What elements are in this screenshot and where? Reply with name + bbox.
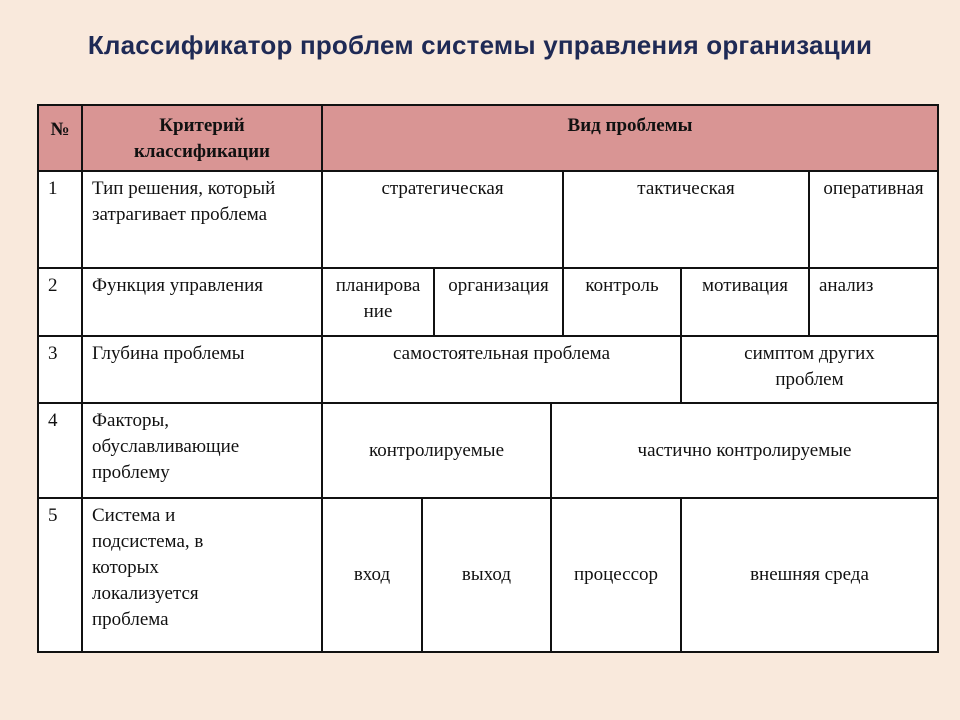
grid-v-right bbox=[937, 104, 939, 653]
row-2-value-2: организация bbox=[434, 268, 563, 336]
row-1-value-2: тактическая bbox=[563, 171, 809, 268]
slide-title: Классификатор проблем системы управления организации bbox=[87, 30, 873, 60]
row-1-criterion: Тип решения, который затрагивает проблема bbox=[82, 171, 322, 268]
row-4-value-1-text: контролируемые bbox=[368, 439, 505, 461]
row-5-value-4-text: внешняя среда bbox=[750, 564, 869, 585]
header-criterion: Критерий классификации bbox=[82, 105, 322, 171]
row-5-value-2-text: выход bbox=[461, 564, 512, 585]
grid-v-r2-b bbox=[562, 267, 564, 336]
grid-h-4 bbox=[37, 402, 939, 404]
row-5-value-1 bbox=[322, 498, 422, 652]
header-kind: Вид проблемы bbox=[322, 105, 938, 171]
grid-h-1 bbox=[37, 170, 939, 172]
row-1-value-3: оперативная bbox=[809, 171, 938, 268]
row-2-value-5: анализ bbox=[809, 268, 938, 336]
header-num: № bbox=[38, 105, 82, 171]
row-5-value-3-text: процессор bbox=[573, 564, 659, 585]
grid-v-criterion bbox=[321, 104, 323, 653]
grid-v-r5-c bbox=[680, 497, 682, 653]
row-4-num: 4 bbox=[38, 403, 82, 498]
row-4-value-1 bbox=[322, 403, 551, 498]
grid-v-num bbox=[81, 104, 83, 653]
row-2-value-3: контроль bbox=[563, 268, 681, 336]
grid-h-bottom bbox=[37, 651, 939, 653]
row-4-value-2 bbox=[551, 403, 938, 498]
row-4-value-2-text: частично контролируемые bbox=[637, 439, 852, 461]
row-5-value-2 bbox=[422, 498, 551, 652]
row-2-value-1: планирование bbox=[322, 268, 434, 336]
grid-v-r1-b bbox=[808, 170, 810, 268]
row-1-value-1: стратегическая bbox=[322, 171, 563, 268]
grid-v-r1-a bbox=[562, 170, 564, 268]
row-5-criterion: Система и подсистема, в которых локализуется проблема bbox=[82, 498, 322, 652]
grid-h-top bbox=[37, 104, 939, 106]
row-2-num: 2 bbox=[38, 268, 82, 336]
row-3-num: 3 bbox=[38, 336, 82, 403]
grid-h-5 bbox=[37, 497, 939, 499]
row-5-value-3 bbox=[551, 498, 681, 652]
grid-h-2 bbox=[37, 267, 939, 269]
row-3-value-1: самостоятельная проблема bbox=[322, 336, 681, 403]
row-4-criterion: Факторы, обуславливающие проблему bbox=[82, 403, 322, 498]
row-1-num: 1 bbox=[38, 171, 82, 268]
row-3-value-2: симптом других проблем bbox=[681, 336, 938, 403]
row-5-value-4 bbox=[681, 498, 938, 652]
row-5-value-1-text: вход bbox=[353, 564, 391, 585]
grid-v-r5-b bbox=[550, 497, 552, 653]
grid-v-r4-a bbox=[550, 402, 552, 498]
grid-v-r2-c bbox=[680, 267, 682, 336]
grid-v-r3-a bbox=[680, 335, 682, 403]
grid-v-r5-a bbox=[421, 497, 423, 653]
grid-v-left bbox=[37, 104, 39, 653]
grid-h-3 bbox=[37, 335, 939, 337]
row-3-criterion: Глубина проблемы bbox=[82, 336, 322, 403]
row-5-num: 5 bbox=[38, 498, 82, 652]
row-2-criterion: Функция управления bbox=[82, 268, 322, 336]
grid-v-r2-a bbox=[433, 267, 435, 336]
grid-v-r2-d bbox=[808, 267, 810, 336]
row-2-value-4: мотивация bbox=[681, 268, 809, 336]
